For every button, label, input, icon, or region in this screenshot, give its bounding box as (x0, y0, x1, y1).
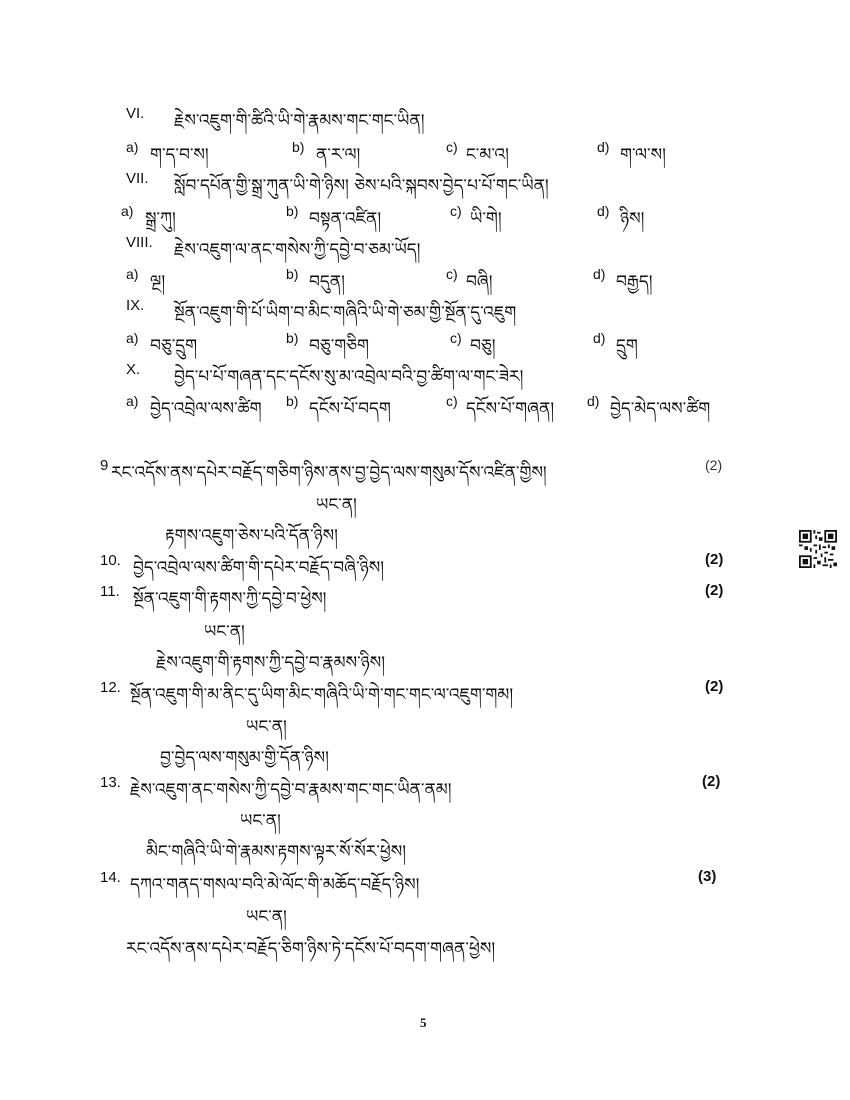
mcq-10-stem: བྱེད་པ་པོ་གཞན་དང་དངོས་སུ་མ་འབྲེལ་བའི་བྱ་ཚིག་ལ་གང་ཟེར། (174, 367, 524, 387)
question-13-marks: (2) (702, 773, 721, 790)
mcq-9-number: IX. (126, 297, 145, 314)
question-14-alternative: རང་འདོས་ནས་དཔེར་བརྗོད་ཅིག་ཉིས་ཏེ་དངོས་པོ་བདག་གཞན་ཕྱེས། (126, 939, 496, 959)
mcq-8-option-b-label: b) (286, 266, 299, 282)
mcq-8-option-c-label: c) (446, 266, 458, 282)
mcq-6-option-d: ག་ལ་ས། (620, 145, 666, 165)
question-11-number: 11. (100, 583, 120, 600)
question-14-or: ཡང་ན། (246, 907, 287, 927)
mcq-8-option-b: བདུན། (309, 272, 345, 292)
question-9-marks: (2) (705, 457, 723, 473)
mcq-6-option-b-label: b) (292, 139, 305, 155)
mcq-9-option-a: བཅུ་དྲུག (150, 336, 198, 356)
mcq-10-option-d-label: d) (587, 393, 600, 409)
question-11-or: ཡང་ན། (204, 622, 245, 642)
mcq-7-option-c-label: c) (450, 203, 462, 219)
mcq-6-option-a-label: a) (126, 139, 139, 155)
question-13-or: ཡང་ན། (240, 811, 281, 831)
mcq-10-option-c: དངོས་པོ་གཞན། (466, 399, 555, 419)
question-11-marks: (2) (705, 582, 724, 599)
mcq-7-number: VII. (126, 170, 149, 187)
mcq-7-option-d-label: d) (597, 203, 610, 219)
mcq-8-number: VIII. (126, 234, 153, 251)
question-12-alternative: བྱ་བྱེད་ལས་གསུམ་གྱི་དོན་ཉིས། (160, 748, 329, 768)
question-12-marks: (2) (705, 678, 724, 695)
mcq-9-option-d: དྲུག (616, 336, 638, 356)
mcq-6-option-b: ན་ར་ལ། (316, 145, 361, 165)
mcq-7-option-b: བསྟན་འཛིན། (309, 209, 382, 229)
mcq-6-option-a: ག་ད་བ་ས། (150, 145, 209, 165)
mcq-10-option-c-label: c) (446, 393, 458, 409)
mcq-9-option-b-label: b) (286, 330, 299, 346)
question-14-text: དཀའ་གནད་གསལ་བའི་མེ་ལོང་གི་མཆོད་བརྗོད་ཉིས། (130, 875, 420, 895)
question-11-text: སྔོན་འཇུག་གི་རྟགས་ཀྱི་དབྱེ་བ་ཕྱེས། (133, 589, 327, 609)
question-9-alternative: རྟགས་འཇུག་ཅེས་པའི་དོན་ཉིས། (165, 526, 338, 546)
question-13-text: རྗེས་འཇུག་ནང་གསེས་ཀྱི་དབྱེ་བ་རྣམས་གང་གང་ཡིན་ནམ། (130, 780, 452, 800)
mcq-6-option-d-label: d) (597, 139, 610, 155)
question-13-number: 13. (100, 774, 121, 791)
mcq-10-option-d: བྱེད་མེད་ལས་ཚིག (610, 399, 711, 419)
question-9-text: རང་འདོས་ནས་དཔེར་བརྗོད་གཅིག་ཉིས་ནས་བྱ་བྱེད་ལས་གསུམ་དོས་འཛིན་གྱིས། (111, 463, 547, 483)
mcq-10-number: X. (126, 361, 141, 378)
question-12-number: 12. (100, 679, 121, 696)
page-number: 5 (420, 1015, 427, 1030)
mcq-9-option-c-label: c) (450, 330, 462, 346)
mcq-6-number: VI. (126, 105, 145, 122)
mcq-10-option-a-label: a) (126, 393, 139, 409)
mcq-7-option-a-label: a) (121, 203, 134, 219)
mcq-8-option-a-label: a) (126, 266, 139, 282)
question-14-number: 14. (100, 869, 121, 886)
mcq-9-option-b: བཅུ་གཅིག (309, 336, 370, 356)
question-9-number: 9 (100, 457, 109, 474)
mcq-7-option-c: ཡི་གེ། (470, 209, 502, 229)
question-10-number: 10. (100, 552, 121, 569)
question-12-text: སྔོན་འཇུག་གི་མ་ནིང་དུ་ཡིག་མིང་གཞིའི་ཡི་གེ་གང་གང་ལ་འཇུག་གམ། (130, 685, 514, 705)
mcq-10-option-b: དངོས་པོ་བདག (309, 399, 391, 419)
mcq-6-option-c: ང་མ་འ། (466, 145, 509, 165)
mcq-8-option-d-label: d) (593, 266, 606, 282)
mcq-7-stem: སློབ་དཔོན་གྱི་སྒྲ་ཀུན་ཡི་གེ་ཉིས། ཅེས་པའི་སྐབས་བྱེད་པ་པོ་གང་ཡིན། (174, 176, 549, 196)
question-13-alternative: མིང་གཞིའི་ཡི་གེ་རྣམས་རྟགས་ལྟར་སོ་སོར་ཕྱེས། (146, 842, 406, 862)
mcq-7-option-a: སྒྲ་ཀུ། (145, 209, 176, 229)
question-9-or: ཡང་ན། (316, 495, 357, 515)
mcq-7-option-d: ཉིས། (620, 209, 645, 229)
question-12-or: ཡང་ན། (246, 717, 287, 737)
question-10-text: བྱེད་འབྲེལ་ལས་ཚིག་གི་དཔེར་བརྗོད་བཞི་ཉིས། (133, 558, 384, 578)
mcq-7-option-b-label: b) (286, 203, 299, 219)
question-11-alternative: རྗེས་འཇུག་གི་རྟགས་ཀྱི་དབྱེ་བ་རྣམས་ཉིས། (156, 653, 386, 673)
mcq-9-option-d-label: d) (593, 330, 606, 346)
mcq-8-option-d: བརྒྱད། (616, 272, 653, 292)
question-10-marks: (2) (705, 551, 724, 568)
mcq-6-option-c-label: c) (446, 139, 458, 155)
mcq-10-option-b-label: b) (286, 393, 299, 409)
mcq-9-option-a-label: a) (126, 330, 139, 346)
qr-code-icon (799, 530, 837, 568)
mcq-6-stem: རྗེས་འཇུག་གི་ཚིའི་ཡི་གེ་རྣམས་གང་གང་ཡིན། (174, 111, 425, 131)
mcq-9-stem: སྔོན་འཇུག་གི་པོ་ཡིག་བ་མིང་གཞིའི་ཡི་གེ་ཅམ་གྱི་སྔོན་དུ་འཇུག (174, 303, 517, 323)
mcq-8-stem: རྗེས་འཇུག་ལ་ནང་གསེས་ཀྱི་དབྱེ་བ་ཅམ་ཡོད། (174, 240, 421, 260)
mcq-10-option-a: བྱེད་འབྲེལ་ལས་ཚིག (150, 399, 262, 419)
mcq-8-option-a: ལྔ། (150, 272, 166, 292)
question-14-marks: (3) (698, 868, 717, 885)
mcq-8-option-c: བཞི། (466, 272, 493, 292)
mcq-9-option-c: བཅུ། (470, 336, 496, 356)
